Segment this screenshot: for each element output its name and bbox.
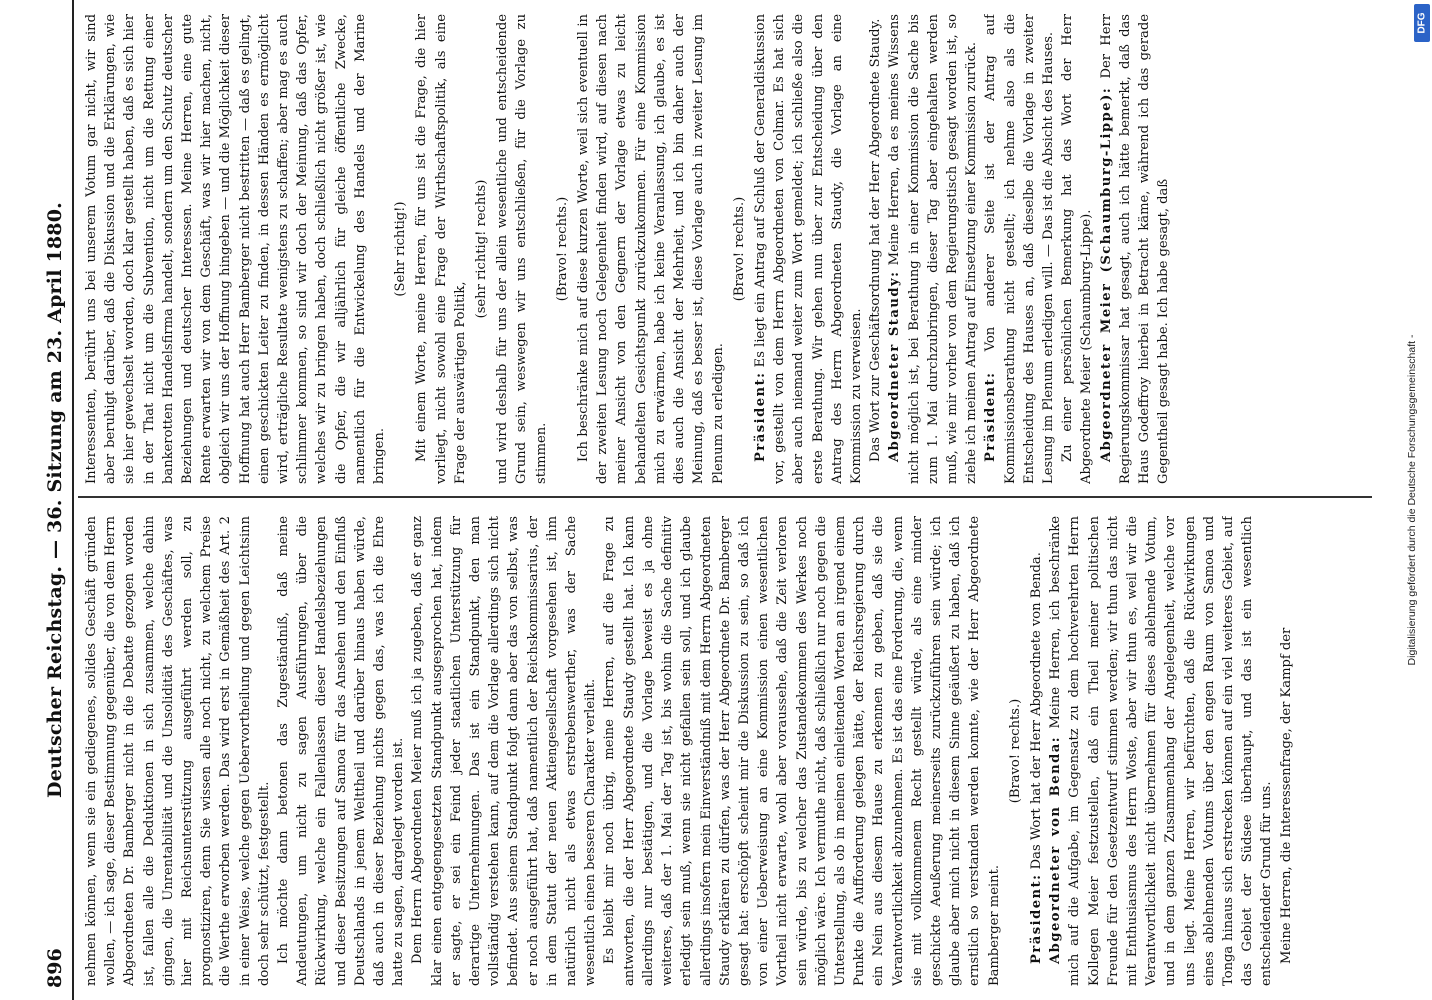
speaker-name: Abgeordneter von Benda: [1048,735,1064,964]
digitization-credit [1392,0,1432,1000]
paragraph [408,516,600,986]
paragraph-text: Interessenten, berührt uns bei unserem Votum gar nicht, wir sind aber beruhigt darüber, daß die Diskussion und die Erklärungen, wie sie hier gewechselt worden, doch klar gestellt haben, daß es sich hier in der That nicht um die Subvention, nicht um die Rettung einer bankerotten Handelsfirma handelt, sondern um den Schutz deutscher Beziehungen und deutscher Interessen. Meine Herren, eine gute Rente erwarten wir von dem Geschäft, was wir hier machen, nicht, obgleich wir uns der Hoffnung hingeben — und die Möglichkeit dieser Hoffnung hat auch Herr Bamberger nicht bestritten — daß es gelingt, einen geschickten Leiter zu finden, in dessen Händen es ermöglicht wird, erträgliche Resultate wenigstens zu schaffen; aber mag es auch schlimmer kommen, so sind wir doch der Meinung, daß das Opfer, welches wir zu bringen haben, doch schließlich nicht größer ist, wie die Opfer, die wir alljährlich für gleiche öffentliche Zwecke, namentlich für die Entwickelung des Handels und der Marine bringen. [84,14,388,484]
paragraph [412,14,470,484]
paragraph-text: Von anderer Seite ist der Antrag auf Kommissionsberathung nicht gestellt; ich nehme also als die Entscheidung des Hauses an, daß dieselbe die Vorlage in zweiter Lesung im Plenum erledigen will. — Das ist die Absicht des Hauses. [983,14,1056,484]
paragraph-text: Dem Herrn Abgeordneten Meier muß ich ja zugeben, daß er ganz klar einen entgegengesetzten Standpunkt ausgesprochen hat, indem er sagte, er sei ein Feind jeder staatlichen Unterstützung für derartige Unternehmungen. Das ist ein Standpunkt, den man vollständig verstehen kann, auf dem die Vorlage allerdings sich nicht befindet. Aus seinem Standpunkt folgt dann aber das von selbst, was er noch ausgeführt hat, daß namentlich der Reichskommissarius, der in dem Statut der neuen Aktiengesellschaft vorgesehen ist, ihm natürlich nicht als etwas erstrebenswerther, was der Sache wesentlich einen besseren Charakter verleiht. [410,516,599,986]
running-title: Deutscher Reichstag. — 36. Sitzung am 23. April 1880. [44,202,66,798]
interjection: (Bravo! rechts.) [1007,698,1023,804]
credit-text: Digitalisierung gefördert durch die Deutsche Forschungsgemeinschaft - [1406,334,1418,666]
paragraph-text: Mit einem Worte, meine Herren, für uns ist die Frage, die hier vorliegt, nicht sowohl eine Frage der Wirthschaftspolitik, als eine Frage der auswärtigen Politik, [414,14,468,484]
header-rule [72,0,74,1000]
interjection: (Sehr richtig!) [393,201,409,297]
speech-paragraph [1027,516,1046,986]
speaker-name: Abgeordneter Staudy: [887,270,903,462]
paragraph-text: Das Wort zur Geschäftsordnung hat der Herr Abgeordnete Staudy. [868,18,884,462]
paragraph-text: und wird deshalb für uns der allein wesentliche und entscheidende Grund sein, weswegen wir uns entschließen, für die Vorlage zu stimmen. [495,14,549,484]
paragraph-text: Ich beschränke mich auf diese kurzen Worte, weil sich eventuell in der zweiten Lesung noch Gelegenheit finden wird, auf diesen nach meiner Ansicht von den Gegnern der Vorlage etwas zu leicht behandelten Gesichtspunkt zurückzukommen. Für eine Kommission mich zu erwärmen, habe ich keine Veranlassung, ich glaube, es ist dies auch die Ansicht der Mehrheit, und ich bin daher auch der Meinung, daß es besser ist, diese Vorlage auch in zweiter Lesung im Plenum zu erledigen. [576,14,726,484]
paragraph-text: nehmen können, wenn sie ein gediegenes, solides Geschäft gründen wollen, — ich sage, dieser Bestimmung gegenüber, die von dem Herrn Abgeordneten Dr. Bamberger nicht in die Debatte gezogen worden ist, fallen alle die Deduktionen in sich zusammen, welche dahin gingen, die Unrentabilität und die Unsolidität des Geschäftes, was hier mit Reichsunterstützung ausgeführt werden soll, zu prognostiziren, denn Sie wissen alle noch nicht, zu welchem Preise die Werthe erworben werden. Das wird erst in Gemäßheit des Art. 2 in einer Weise, welche gegen Uebervortheilung und gegen Leichtsinn doch sehr schützt, festgestellt. [84,516,272,986]
speech-paragraph [751,14,866,484]
dfg-logo [1414,4,1430,42]
speech-paragraph [981,14,1058,484]
paragraph-text: Der Herr Regierungskommissar hat gesagt, auch ich hätte bemerkt, daß das Haus Godeffroy hierbei in Betracht käme, während ich das gerade Gegentheil gesagt habe. Ich habe gesagt, daß [1098,14,1172,484]
paragraph [866,14,885,484]
paragraph [600,516,1003,986]
paragraph-text: Meine Herren, da es meines Wissens nicht möglich ist, bei Berathung in einer Kommission die Sache bis zum 1. Mai durchzubringen, dieser Tag aber eingehalten werden muß, wie mir vorher von dem Regierungstisch gesagt worden ist, so ziehe ich meinen Antrag auf Einsetzung einer Kommission zurück. [887,14,980,484]
speech-paragraph [885,14,981,484]
paragraph [82,14,389,484]
paragraph-text: Meine Herren, ich beschränke mich auf die Aufgabe, im Gegensatz zu dem hochverehrten Herrn Kollegen Meier festzustellen, daß ein Theil meiner politischen Freunde für den Gesetzentwurf stimmen werden; wir thun das nicht mit Enthusiasmus des Herrn Woste, aber wir thun es, weil wir die Verantwortlichkeit nicht übernehmen für dieses ablehnende Votum, und in dem ganzen Zusammenhang der Angelegenheit, welche vor uns liegt. Meine Herren, wir befürchten, daß die Rückwirkungen eines ablehnenden Votums über den engen Raum von Samoa und Tonga hinaus sich erstrecken können auf ein viel weiteres Gebiet, auf das Gebiet der Südsee überhaupt, und das ist ein wesentlich entscheidender Grund für uns. [1048,516,1275,986]
speaker-name: Präsident: [752,371,768,462]
speaker-name: Präsident: [1028,873,1044,964]
dfg-logo-text: DFG [1416,12,1428,34]
right-column [82,14,1372,484]
paragraph [1058,14,1096,484]
newspaper-page [30,0,1430,1000]
paragraph-text: Es bleibt mir noch übrig, meine Herren, auf die Frage zu antworten, die der Herr Abgeordnete Staudy gestellt hat. Ich kann allerdings nur bestätigen, und die Vorlage beweist es ja ohne weiteres, daß der 1. Mai der Tag ist, bis wohin die Sache definitiv erledigt sein muß, wenn sie nicht gefallen sein soll, und ich glaube allerdings insofern mein Einverständniß mit dem Herrn Abgeordneten Staudy erklären zu dürfen, was der Herr Abgeordnete Dr. Bamberger gesagt hat: erschöpft scheint mir die Diskussion zu sein, so daß ich von einer Ueberweisung an eine Kommission einen wesentlichen Vortheil nicht erwarte, wohl aber voraussehe, daß die Zeit verloren sein würde, bis zu welcher das Zustandekommen des Werkes noch möglich wäre. Ich vermuthe nicht, daß schließlich nur noch gegen die Unterstellung, als ob in meinen einleitenden Worten an irgend einem Punkte die Aufforderung gelegen hätte, der Reichsregierung durch ein Nein aus diesem Hause zu erkennen zu geben, daß sie die Verantwortlichkeit abzunehmen. Es ist das eine Forderung, die, wenn sie mit vollkommenem Recht gestellt würde, als eine minder geschickte Aeußerung meinerseits zurückzuführen sein würde; ich glaube aber mich nicht in diesem Sinne geäußert zu haben, daß ich ernstlich so verstanden werden konnte, wie der Herr Abgeordnete Bamberger meint. [602,516,1002,986]
column-divider [78,496,1372,498]
paragraph [493,14,551,484]
interjection: (Bravo! rechts.) [554,196,570,302]
paragraph-text: Es liegt ein Antrag auf Schluß der Generaldiskussion vor, gestellt von dem Herrn Abgeordneten von Colmar. Es hat sich aber auch niemand weiter zum Wort gemeldet; ich schließe also die erste Berathung. Wir gehen nun über zur Entscheidung über den Antrag des Herrn Abgeordneten Staudy, die Vorlage an eine Kommission zu verweisen. [752,14,864,484]
paragraph [574,14,728,484]
page-number: 896 [44,948,66,988]
interjection: (sehr richtig! rechts) [474,179,490,319]
speaker-name: Präsident: [983,371,999,462]
left-column [82,516,1372,986]
paragraph-text: Das Wort hat der Herr Abgeordnete von Benda. [1028,552,1044,870]
paragraph-text: Ich möchte dann betonen das Zugeständniß, daß meine Andeutungen, um nicht zu sagen Ausführungen, über die Rückwirkung, welche ein Fallenlassen dieser Handelsbeziehungen und dieser Besitzungen auf Samoa für das Ansehen und den Einfluß Deutschlands in jenem Welttheil und darüber hinaus haben würde, daß auch in dieser Beziehung nichts gegen das, was ich die Ehre hatte zu sagen, dargelegt worden ist. [276,516,407,986]
paragraph-text: Zu einer persönlichen Bemerkung hat das Wort der Herr Abgeordnete Meier (Schaumburg-Lippe). [1060,14,1095,484]
paragraph-text: Meine Herren, die Interessenfrage, der Kampf der [1278,627,1294,964]
speaker-name: Abgeordneter Meier (Schaumburg-Lippe): [1098,86,1114,462]
paragraph [274,516,408,986]
speech-paragraph [1046,516,1276,986]
page-header [38,4,72,996]
paragraph [82,516,274,986]
speech-paragraph [1097,14,1174,484]
paragraph [1277,516,1296,986]
interjection: (Bravo! rechts.) [731,196,747,302]
